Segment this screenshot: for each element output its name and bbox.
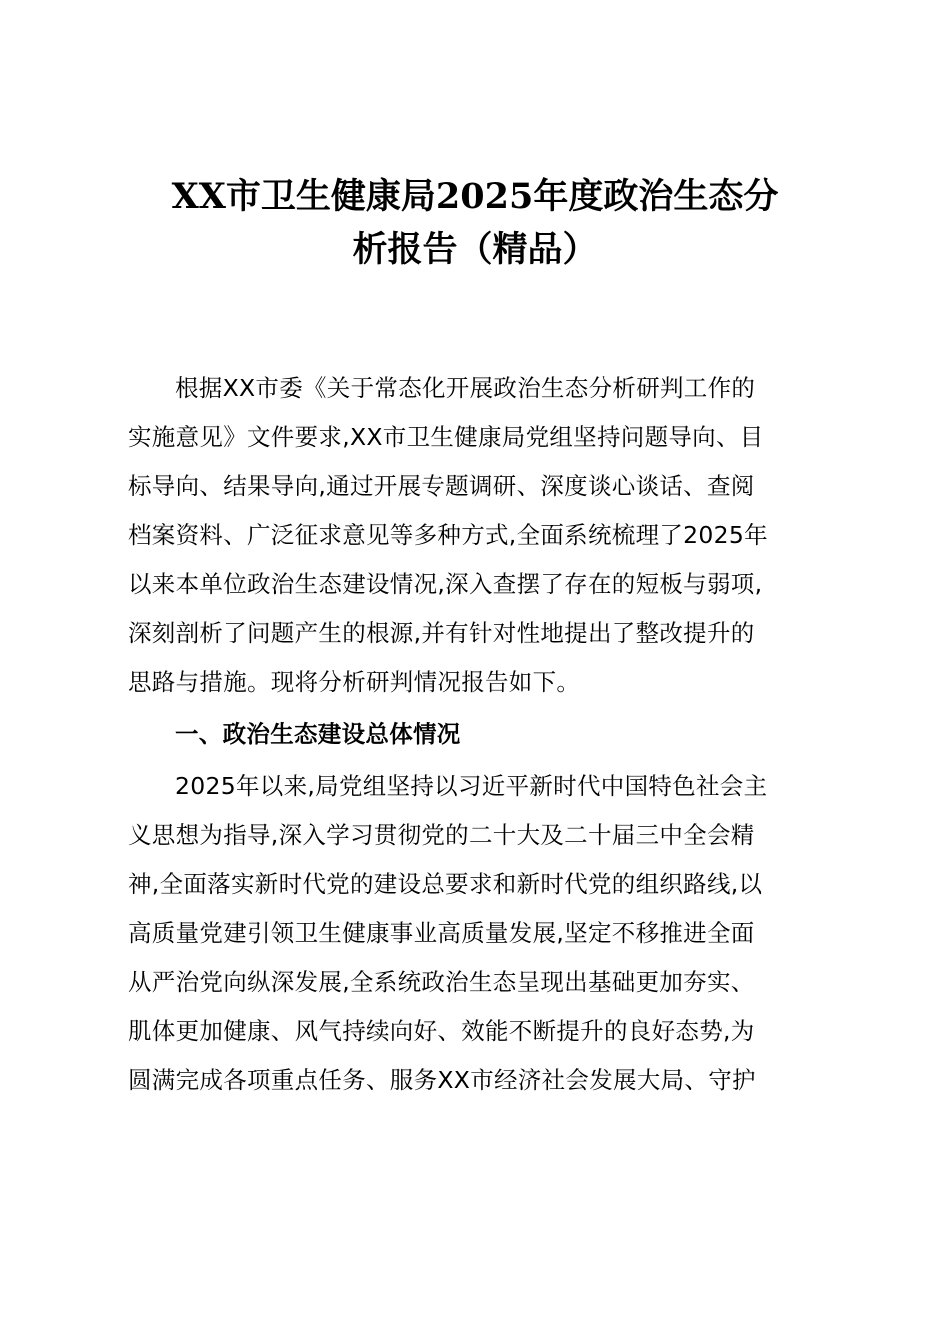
section-line: 圆满完成各项重点任务、服务XX市经济社会发展大局、守护 <box>128 1066 756 1094</box>
intro-line: 实施意见》文件要求,XX市卫生健康局党组坚持问题导向、目 <box>128 423 764 451</box>
section-line: 肌体更加健康、风气持续向好、效能不断提升的良好态势,为 <box>128 1017 755 1045</box>
section-line: 神,全面落实新时代党的建设总要求和新时代党的组织路线,以 <box>128 870 763 898</box>
document-body <box>128 364 822 1105</box>
section-line: 义思想为指导,深入学习贯彻党的二十大及二十届三中全会精 <box>128 821 755 849</box>
section-line: 2025年以来,局党组坚持以习近平新时代中国特色社会主 <box>175 772 768 800</box>
intro-paragraph <box>128 364 822 707</box>
intro-line: 根据XX市委《关于常态化开展政治生态分析研判工作的 <box>175 374 756 402</box>
intro-line: 档案资料、广泛征求意见等多种方式,全面系统梳理了2025年 <box>128 521 768 549</box>
section-heading: 一、政治生态建设总体情况 <box>175 720 461 748</box>
section-line: 高质量党建引领卫生健康事业高质量发展,坚定不移推进全面 <box>128 919 755 947</box>
intro-line: 标导向、结果导向,通过开展专题调研、深度谈心谈话、查阅 <box>128 472 755 500</box>
title-line-2: 析报告（精品） <box>352 229 598 270</box>
title-line-1: XX市卫生健康局2025年度政治生态分 <box>171 176 779 217</box>
section-paragraph <box>128 762 822 1105</box>
intro-line: 深刻剖析了问题产生的根源,并有针对性地提出了整改提升的 <box>128 619 755 647</box>
document-title <box>128 170 822 276</box>
intro-line: 思路与措施。现将分析研判情况报告如下。 <box>128 668 581 696</box>
intro-line: 以来本单位政治生态建设情况,深入查摆了存在的短板与弱项, <box>128 570 763 598</box>
section-line: 从严治党向纵深发展,全系统政治生态呈现出基础更加夯实、 <box>128 968 755 996</box>
